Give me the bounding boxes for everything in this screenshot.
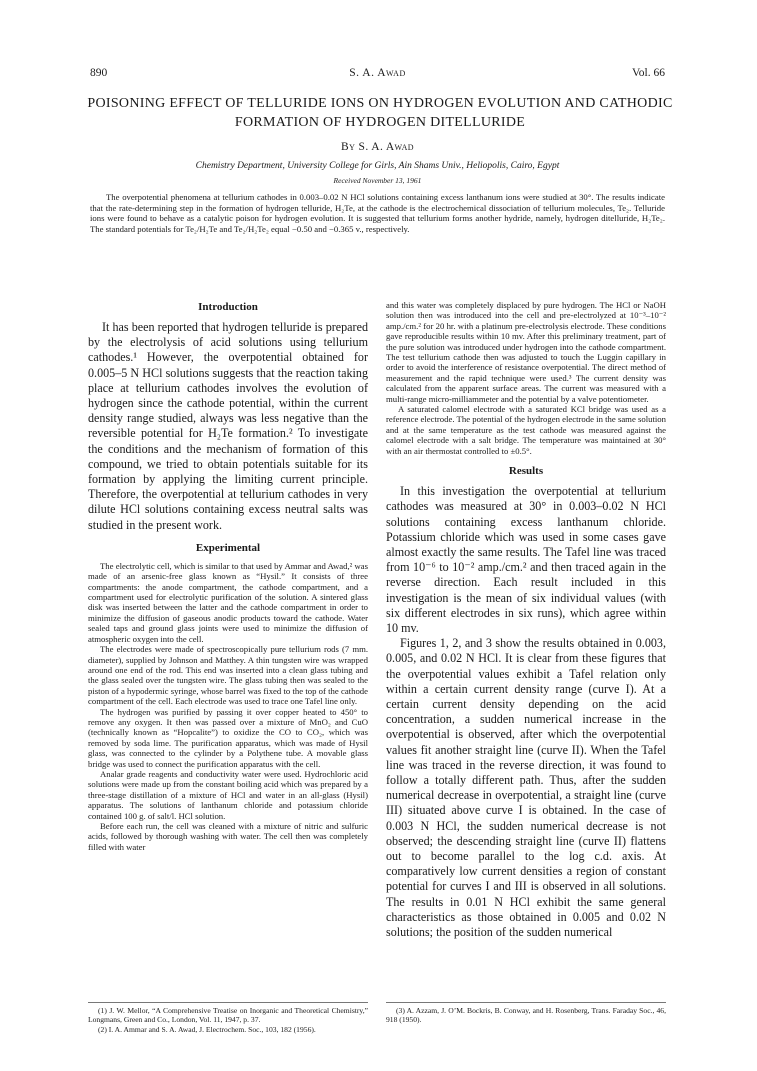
experimental-heading: Experimental: [195, 541, 261, 554]
experimental-paragraph: The electrodes were made of spectroscopically pure tellurium rods (7 mm. diameter), supplied by Johnson and Matthey. A thin tungsten wire was wrapped around one end of the rod. This end was inserted into a clean glass tubing and the glass sealed over the tungsten wire. The glass tubing then was sealed to the piston of a hypodermic syringe, whose barrel was fixed to the top of the cathode compartment of the cell. Each electrode was used to trace one Tafel line only.: [88, 644, 368, 707]
running-author: S. A. Awad: [349, 67, 406, 79]
footnote: (3) A. Azzam, J. O’M. Bockris, B. Conway, and H. Rosenberg, Trans. Faraday Soc., 46, 918 (1950).: [386, 1006, 666, 1025]
footnote: (1) J. W. Mellor, “A Comprehensive Treatise on Inorganic and Theoretical Chemistry,” Longmans, Green and Co., London, Vol. 11, 1947, p. 37.: [88, 1006, 368, 1025]
left-column: [88, 300, 368, 852]
footnotes-left: [88, 1002, 368, 1034]
experimental-continued: and this water was completely displaced by pure hydrogen. The HCl or NaOH solution then was introduced into the cell and pre-electrolyzed at 10⁻³–10⁻² amp./cm.² for 20 hr. with a platinum pre-electrolysis electrode. These conditions gave reproducible results within 10 mv. After this preliminary treatment, part of the pure solution was introduced under hydrogen into the cathode compartment. The test tellurium cathode then was adjusted to touch the Luggin capillary in order to avoid the interference of resistance overpotential. The direct method of measurement and the rapid technique were used.³ The current density was calculated from the apparent surface areas. The current was measured with a multi-range micro-milliammeter and the potential by a valve potentiometer.: [386, 300, 666, 404]
results-paragraph: In this investigation the overpotential at tellurium cathodes was measured at 30° in 0.003–0.02 N HCl solutions containing excess lanthanum chloride. Potassium chloride which was used in some cases gave almost exactly the same results. The Tafel line was traced from 10⁻⁶ to 10⁻² amp./cm.² and then traced again in the reverse direction. Each result included in this investigation is the mean of six individual values (with six different electrodes in six runs), which agree within 10 mv.: [386, 484, 666, 635]
experimental-paragraph: Before each run, the cell was cleaned with a mixture of nitric and sulfuric acids, followed by thorough washing with water. The cell then was completely filled with water: [88, 821, 368, 852]
running-head: [90, 66, 665, 80]
affiliation: Chemistry Department, University College for Girls, Ain Shams Univ., Heliopolis, Cairo, Egypt: [195, 161, 560, 171]
page-number: 890: [90, 67, 108, 79]
volume-label: Vol. 66: [631, 67, 665, 79]
experimental-paragraph: A saturated calomel electrode with a saturated KCl bridge was used as a reference electrode. The potential of the hydrogen electrode in the same solution and at the same temperature as the test cathode was measured against the calomel electrode with a salt bridge. The temperature was maintained at 30° with an air thermostat controlled to ±0.5°.: [386, 404, 666, 456]
introduction-text: It has been reported that hydrogen telluride is prepared by the electrolysis of acid solutions using tellurium cathodes.¹ However, the overpotential obtained for 0.005–5 N HCl solutions suggests that the reaction taking place at tellurium cathodes involves the evolution of hydrogen since the cathode potential, within the current density range studied, always was less negative than the reversible potential for H₂Te formation.² To investigate the conditions and the mechanism of formation of this compound, we tried to obtain potentials suitable for its formation by applying the limiting current principle. Therefore, the overpotential at tellurium cathodes in very dilute HCl solutions containing excess neutral salts was studied in the present work.: [88, 320, 368, 532]
footnotes-right: [386, 1002, 666, 1025]
experimental-paragraph: The hydrogen was purified by passing it over copper heated to 450° to remove any oxygen. It then was passed over a mixture of MnO₂ and CuO (technically known as “Hopcalite”) to oxidize the CO to CO₂, which was removed by soda lime. The purification apparatus, which was made of Hysil glass, was connected to the cylinder by a Polythene tube. A movable glass bridge was used to connect the purification apparatus with the cell.: [88, 706, 368, 769]
experimental-paragraph: Analar grade reagents and conductivity water were used. Hydrochloric acid solutions were made up from the constant boiling acid which was prepared by a three-stage distillation of a mixture of HCl and water in an all-glass (Hysil) apparatus. The solutions of lanthanum chloride and potassium chloride contained 100 g. of salt/l. HCl solution.: [88, 768, 368, 821]
experimental-paragraph: The electrolytic cell, which is similar to that used by Ammar and Awad,² was made of an arsenic-free glass known as “Hysil.” It consists of three compartments: the anode compartment, the cathode compartment, and a compartment used for electrolytic purification of the solution. A sintered glass disk was inserted between the latter and the cathode compartment in order to minimize the diffusion of gaseous anodic products toward the cathode. Water sealed taps and ground glass joints were used to minimize the diffusion of atmospheric oxygen into the cell.: [88, 560, 368, 644]
abstract: The overpotential phenomena at tellurium cathodes in 0.003–0.02 N HCl solutions containing excess lanthanum ions were studied at 30°. The results indicate that the rate-determining step in the formation of hydrogen telluride, H₂Te, at the cathode is the electrochemical dissociation of tellurium molecules, Te₂. Telluride ions were found to behave as a catalytic poison for hydrogen evolution. It is suggested that tellurium forms another hydride, namely, hydrogen ditelluride, H₂Te₂. The standard potentials for Te₂/H₂Te and Te₂/H₂Te₂ equal −0.50 and −0.365 v., respectively.: [90, 192, 665, 234]
footnote: (2) I. A. Ammar and S. A. Awad, J. Electrochem. Soc., 103, 182 (1956).: [98, 1024, 316, 1034]
received-date: Received November 13, 1961: [333, 176, 422, 185]
results-heading: Results: [508, 465, 544, 478]
byline: By S. A. Awad: [341, 141, 414, 153]
right-column: [386, 300, 666, 940]
introduction-heading: Introduction: [198, 301, 258, 313]
article-title: POISONING EFFECT OF TELLURIDE IONS ON HYDROGEN EVOLUTION AND CATHODIC FORMATION OF HYDROGEN DITELLURIDE: [87, 96, 673, 130]
results-paragraph: Figures 1, 2, and 3 show the results obtained in 0.003, 0.005, and 0.02 N HCl. It is clear from these figures that the overpotential values exhibit a Tafel relation only within a certain current density range (curve I). At a certain current density depending on the acid concentration, a sudden numerical increase in the overpotential is observed, after which the overpotential values fit another straight line (curve II). When the Tafel line was traced in the reverse direction, it was found to follow a totally different path. Thus, after the sudden numerical decrease in overpotential, a straight line (curve III) situated above curve I is obtained. In the case of 0.003 N HCl, the sudden numerical decrease is not observed; the descending straight line (curve II) flattens out to become parallel to the log c.d. axis. At comparatively low current densities a region of constant potential for curves I and III is observed in all solutions. The results in 0.01 N HCl exhibit the same general characteristics as those obtained in 0.005 and 0.02 N solutions; the position of the sudden numerical: [386, 636, 666, 939]
